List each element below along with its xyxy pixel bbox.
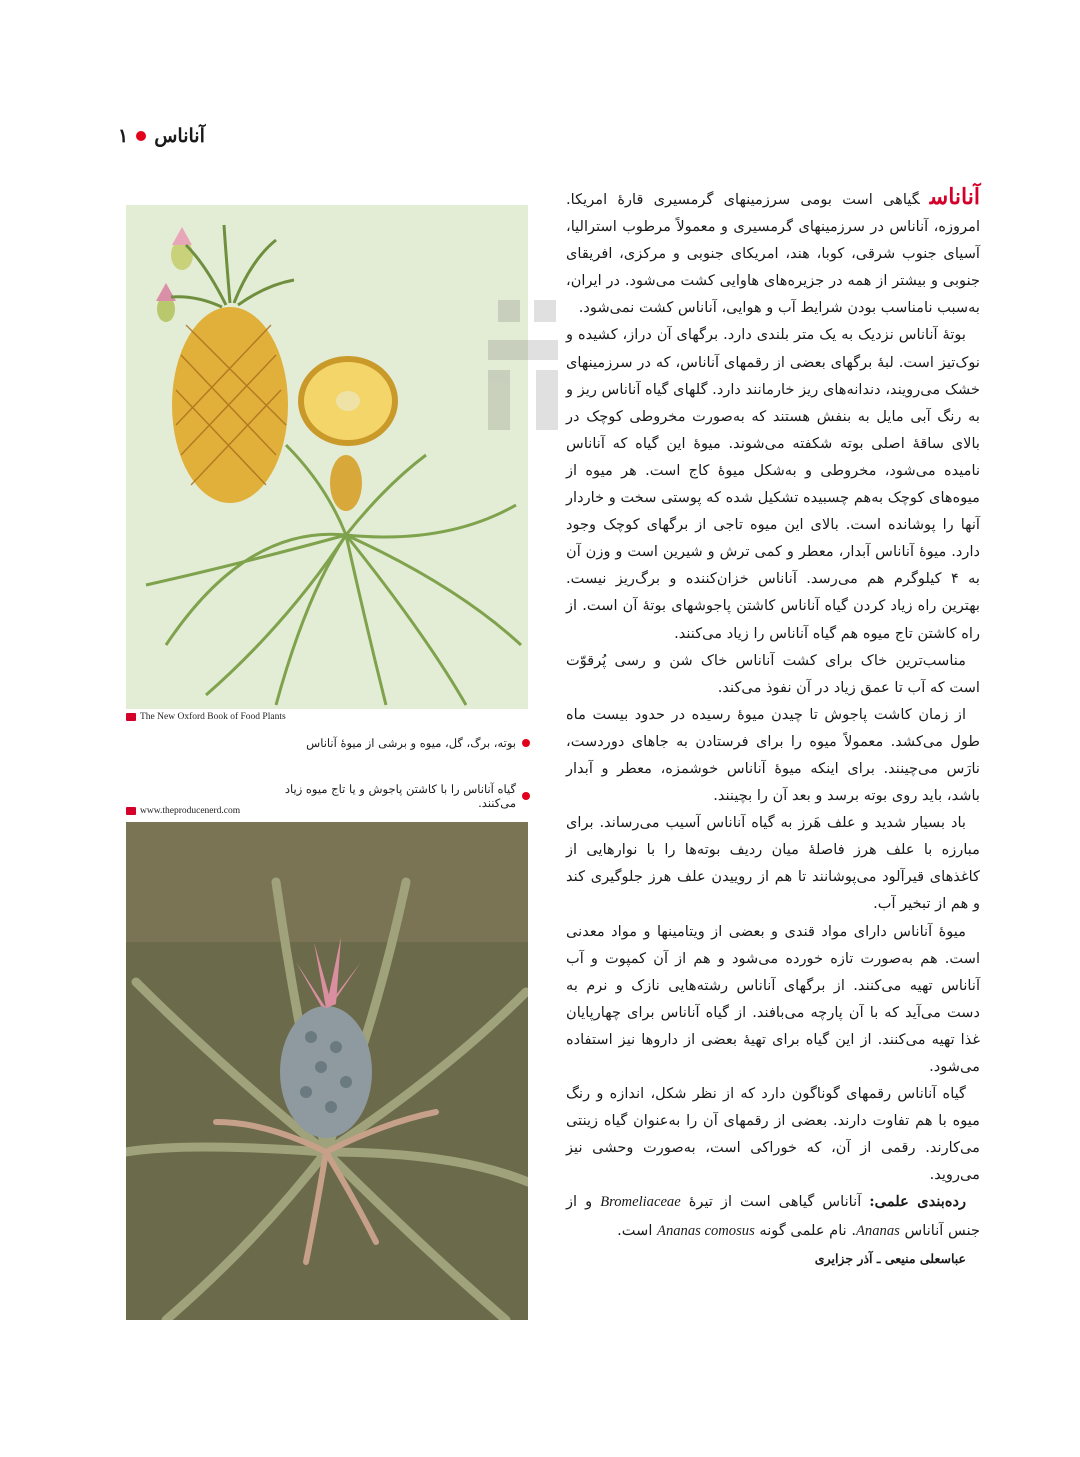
figure-2-credit-text: www.theproducenerd.com (140, 806, 241, 816)
author-credit: عباسعلی منیعی ـ آذر جزایری (814, 1250, 966, 1266)
headword: آناناس (929, 184, 980, 210)
figure-1-caption-text: بوته، برگ، گل، میوه و برشی از میوهٔ آناناس (306, 736, 516, 750)
classification-text: است. (617, 1221, 653, 1239)
classification-text: . نام علمی گونه (759, 1221, 857, 1239)
genus-name: Ananas (856, 1222, 900, 1239)
pineapple-plant-photo (126, 822, 528, 1320)
article-paragraph: باد بسیار شدید و علف هَرز به گیاه آناناس آسیب می‌رساند. برای مبارزه با علف هرز فاصلهٔ میان ردیف بوته‌ها را با نوارهایی از کاغذهای قیرآلود می‌پوشانند تا هم از روییدن علف هرز جلوگیری کند و هم از تبخیر آب. (566, 814, 980, 913)
classification-text: آناناس گیاهی است از تیرهٔ (688, 1193, 862, 1211)
classification-label: رده‌بندی علمی: (869, 1193, 967, 1211)
article-paragraph: بوتهٔ آناناس نزدیک به یک متر بلندی دارد. برگهای آن دراز، کشیده و نوک‌تیز است. لبهٔ برگهای بعضی از رقمهای آناناس، که در سرزمینهای خشک می‌رویند، دندانه‌های ریز خارمانند دارد. گلهای گیاه آناناس ریز و به رنگ آبی مایل به بنفش هستند که به‌صورت مخروطی کوچک در بالای ساقهٔ اصلی بوته شکفته می‌شوند. میوهٔ این گیاه که آناناس نامیده می‌شود، مخروطی و به‌شکل میوهٔ کاج است. هر میوه از میوه‌های کوچک به‌هم چسبیده تشکیل شده که پوستی سخت و خاردار آنها را پوشانده است. بالای این میوه تاجی از برگهای کوچک وجود دارد. میوهٔ آناناس آبدار، معطر و کمی ترش و شیرین است و وزن آن به ۴ کیلوگرم هم می‌رسد. آناناس خزان‌کننده و برگ‌ریز نیست. بهترین راه زیاد کردن گیاه آناناس کاشتن پاجوشهای بوتهٔ آن است. از راه کاشتن تاج میوه هم گیاه آناناس را زیاد می‌کنند. (566, 326, 980, 642)
paragraph-text: گیاهی است بومی سرزمینهای گرمسیری قارهٔ امریکا. امروزه، آناناس در سرزمینهای گرمسیری و معمولاً مرطوب استرالیا، آسیای جنوب شرقی، کوبا، هند، امریکای جنوبی و مرکزی، افریقای جنوبی و بیشتر از همه در جزیره‌های هاوایی کشت می‌شود. در ایران، به‌سبب نامناسب بودن شرایط آب و هوایی، آناناس کشت نمی‌شود. (566, 191, 980, 317)
bullet-icon (522, 792, 530, 800)
bullet-icon (522, 739, 530, 747)
article-paragraph: گیاه آناناس رقمهای گوناگون دارد که از نظر شکل، اندازه و رنگ میوه با هم تفاوت دارند. بعضی از رقمهای آن را به‌عنوان گیاه زینتی می‌کارند. رقمی از آن، که خوراکی است، به‌صورت وحشی نیز می‌روید. (566, 1085, 980, 1184)
article-paragraph: مناسب‌ترین خاک برای کشت آناناس خاک شن و رسی پُرقوّت است که آب تا عمق زیاد در آن نفوذ می‌کند. (566, 651, 980, 696)
header-dot-icon (136, 131, 146, 141)
figure-2-caption-text: گیاه آناناس را با کاشتن پاجوش و یا تاج میوه زیاد می‌کنند. (284, 782, 516, 810)
camera-icon (126, 807, 136, 815)
figure-1-caption (270, 736, 530, 750)
classification-text: و از جنس آناناس (566, 1193, 980, 1239)
pineapple-photo-graphic (126, 822, 528, 1320)
classification-paragraph (566, 1188, 980, 1244)
running-title: آناناس (154, 125, 205, 147)
article-body (566, 184, 980, 1272)
species-name: Ananas comosus (657, 1222, 755, 1239)
article-paragraph: از زمان کاشت پاجوش تا چیدن میوهٔ رسیده در حدود بیست ماه طول می‌کشد. معمولاً میوه را برای فرستادن به جاهای دوردست، نارَس می‌چینند. برای اینکه میوهٔ آناناس خوشمزه، معطر و آبدار باشد، باید روی بوته برسد و بعد آن را بچینند. (566, 705, 980, 805)
camera-icon (126, 713, 136, 721)
article-paragraph (566, 184, 980, 321)
page-number: ۱ (118, 125, 129, 147)
watermark-logo (488, 300, 568, 440)
figure-1-credit-text: The New Oxford Book of Food Plants (140, 712, 286, 722)
botanical-illustration (126, 205, 528, 709)
figure-2-credit (126, 806, 240, 816)
figure-1-credit (126, 712, 286, 722)
pineapple-illustration-graphic (126, 205, 528, 709)
figure-2-caption (270, 782, 530, 810)
page-header (118, 122, 258, 150)
article-paragraph: میوهٔ آناناس دارای مواد قندی و بعضی از ویتامینها و مواد معدنی است. هم به‌صورت تازه خورده می‌شود و هم از آن کمپوت و آب آناناس تهیه می‌کنند. از برگهای آناناس رشته‌هایی نازک و نرم به دست می‌آید که با آن پارچه می‌بافند. از گیاه آناناس برای چهارپایان غذا تهیه می‌کنند. از این گیاه برای تهیهٔ بعضی از داروها نیز استفاده می‌شود. (566, 922, 980, 1075)
family-name: Bromeliaceae (600, 1194, 681, 1211)
